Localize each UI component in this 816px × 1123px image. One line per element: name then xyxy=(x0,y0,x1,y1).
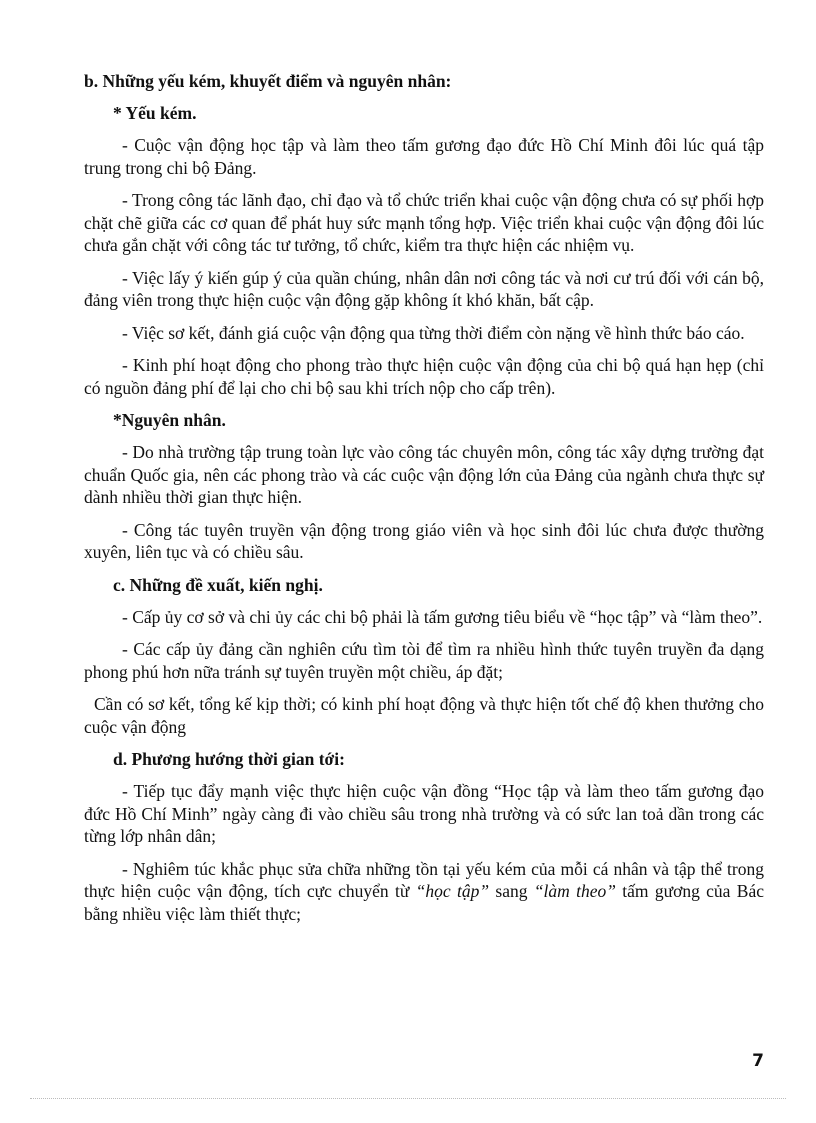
cause-item: - Do nhà trường tập trung toàn lực vào công tác chuyên môn, công tác xây dựng trường đạt chuẩn Quốc gia, nên các phong trào và các cuộc vận động lớn của Đảng của ngành chưa thực sự dành nhiều thời gian thực hiện. xyxy=(84,442,764,507)
section-d-title: d. Phương hướng thời gian tới: xyxy=(113,749,345,769)
section-c-title: c. Những đề xuất, kiến nghị. xyxy=(113,574,323,595)
direction-item xyxy=(84,858,764,926)
direction-text: sang xyxy=(489,881,534,901)
direction-text: tấm gương của Bác bằng nhiều việc làm thiết thực; xyxy=(84,881,764,924)
weakness-item: - Việc sơ kết, đánh giá cuộc vận động qua từng thời điểm còn nặng về hình thức báo cáo. xyxy=(122,322,745,343)
cause-title: *Nguyên nhân. xyxy=(113,410,226,430)
weakness-item: - Kinh phí hoạt động cho phong trào thực hiện cuộc vận động của chi bộ quá hạn hẹp (chỉ có nguồn đảng phí để lại cho chi bộ sau khi trích nộp cho cấp trên). xyxy=(84,355,764,398)
weakness-item: - Trong công tác lãnh đạo, chỉ đạo và tổ chức triển khai cuộc vận động chưa có sự phối hợp chặt chẽ giữa các cơ quan để phát huy sức mạnh tổng hợp. Việc triển khai cuộc vận động đôi lúc chưa gắn chặt với công tác tư tưởng, tổ chức, kiểm tra thực hiện các nhiệm vụ. xyxy=(84,190,764,255)
italic-quote: “làm theo” xyxy=(533,881,616,901)
weakness-title: * Yếu kém. xyxy=(113,103,197,123)
footer-divider xyxy=(30,1098,786,1099)
direction-item: - Tiếp tục đẩy mạnh việc thực hiện cuộc vận đồng “Học tập và làm theo tấm gương đạo đức Hồ Chí Minh” ngày càng đi vào chiều sâu trong nhà trường và có sức lan toả dần trong các từng lớp nhân dân; xyxy=(84,781,764,846)
proposal-item: Cần có sơ kết, tổng kế kịp thời; có kinh phí hoạt động và thực hiện tốt chế độ khen thưởng cho cuộc vận động xyxy=(84,694,764,737)
proposal-item: - Cấp ủy cơ sở và chi ủy các chi bộ phải là tấm gương tiêu biểu về “học tập” và “làm theo”. xyxy=(122,606,763,627)
cause-item: - Công tác tuyên truyền vận động trong giáo viên và học sinh đôi lúc chưa được thường xuyên, liên tục và có chiều sâu. xyxy=(84,519,764,562)
direction-text: - Nghiêm túc khắc phục sửa chữa những tồn tại yếu kém của mỗi cá nhân và tập thể trong thực hiện cuộc vận động, tích cực chuyển từ xyxy=(84,858,764,901)
page-number: 7 xyxy=(752,1051,764,1071)
weakness-item: - Cuộc vận động học tập và làm theo tấm gương đạo đức Hồ Chí Minh đôi lúc quá tập trung trong chi bộ Đảng. xyxy=(84,135,764,178)
italic-quote: “học tập” xyxy=(415,881,490,901)
document-page xyxy=(84,70,764,935)
proposal-item: - Các cấp ủy đảng cần nghiên cứu tìm tòi để tìm ra nhiều hình thức tuyên truyền đa dạng phong phú hơn nữa tránh sự tuyên truyền một chiều, áp đặt; xyxy=(84,639,764,682)
weakness-item: - Việc lấy ý kiến gúp ý của quần chúng, nhân dân nơi công tác và nơi cư trú đối với cán bộ, đảng viên trong thực hiện cuộc vận động gặp không ít khó khăn, bất cập. xyxy=(84,267,764,310)
section-b-title: b. Những yếu kém, khuyết điểm và nguyên nhân: xyxy=(84,71,452,91)
